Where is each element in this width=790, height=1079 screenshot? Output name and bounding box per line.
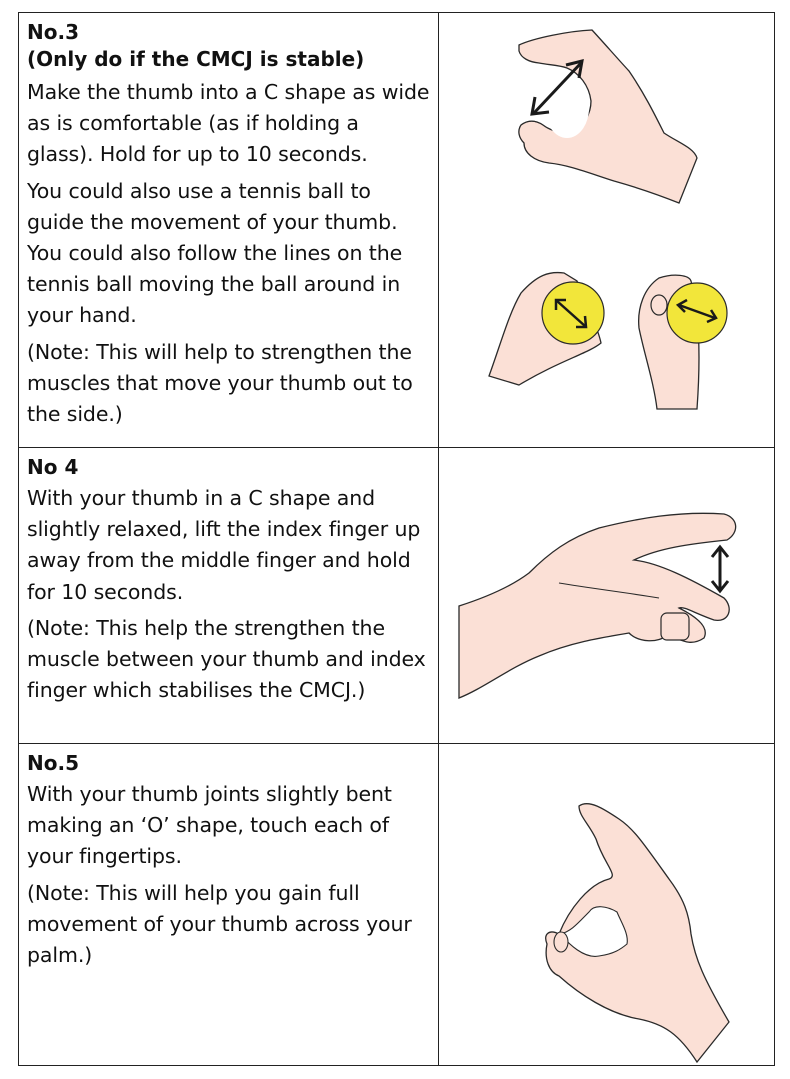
exercise-row-3 [19, 13, 774, 447]
hand-index-lift-illustration [439, 448, 776, 744]
exercise-5-illustration-cell [439, 744, 774, 1065]
exercise-4-instruction: With your thumb in a C shape and slightly relaxed, lift the index finger up away from the middle finger and hold for 10 seconds. [27, 486, 421, 604]
exercise-3-tennis-ball-instruction: You could also use a tennis ball to guide the movement of your thumb. You could also follow the lines on the tennis ball moving the ball around in your hand. [27, 178, 403, 328]
exercise-3-instruction: Make the thumb into a C shape as wide as is comfortable (as if holding a glass). Hold for up to 10 seconds. [27, 80, 430, 167]
exercise-3-title: No.3 [27, 20, 79, 44]
exercise-4-illustration-cell [439, 448, 774, 743]
exercise-4-text-cell [19, 448, 439, 743]
exercise-5-title: No.5 [27, 751, 79, 775]
hand-o-shape-illustration [439, 744, 776, 1066]
exercise-5-text-cell [19, 744, 439, 1065]
exercise-4-note: (Note: This help the strengthen the muscle between your thumb and index finger which stabilises the CMCJ.) [27, 615, 426, 703]
exercise-3-note: (Note: This will help to strengthen the muscles that move your thumb out to the side.) [27, 339, 413, 427]
exercise-5-note: (Note: This will help you gain full movement of your thumb across your palm.) [27, 880, 412, 968]
hand-tennis-ball-right-illustration [439, 13, 776, 447]
exercise-table [18, 12, 775, 1066]
exercise-3-illustration-cell [439, 13, 774, 447]
exercise-3-text-cell [19, 13, 439, 447]
exercise-row-5 [19, 743, 774, 1065]
exercise-row-4 [19, 447, 774, 743]
exercise-3-subtitle: (Only do if the CMCJ is stable) [27, 47, 365, 71]
exercise-5-instruction: With your thumb joints slightly bent making an ‘O’ shape, touch each of your fingertips. [27, 782, 392, 869]
exercise-4-title: No 4 [27, 455, 79, 479]
